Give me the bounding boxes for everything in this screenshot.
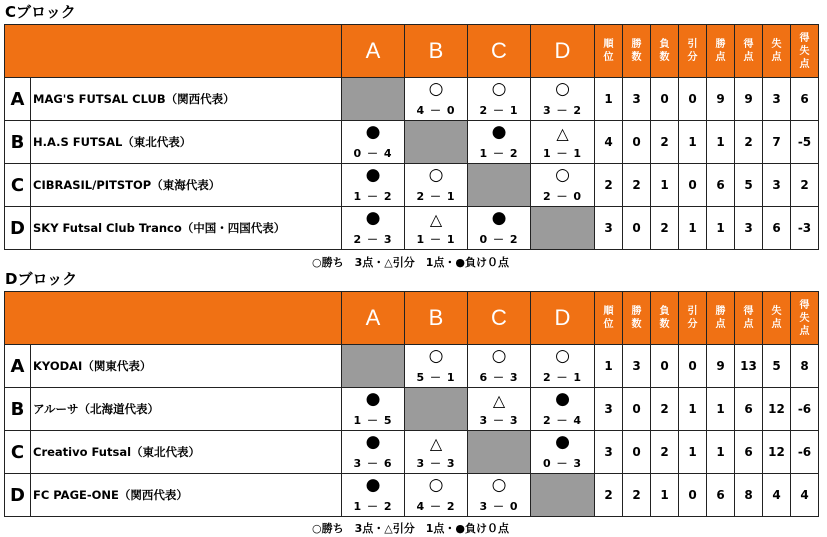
stat-value: 5 — [763, 345, 791, 388]
loss-mark-icon: ● — [365, 389, 381, 409]
match-score: 4 － 0 — [416, 104, 456, 117]
stat-header: 失 点 — [763, 25, 791, 78]
stat-header: 得 点 — [735, 25, 763, 78]
loss-mark-icon: ● — [365, 208, 381, 228]
match-score: 2 － 4 — [543, 414, 582, 427]
stat-value: -3 — [791, 207, 819, 250]
match-result-cell — [405, 78, 468, 121]
match-score: 1 － 2 — [353, 190, 393, 203]
stat-value: 0 — [623, 388, 651, 431]
column-header-B: B — [405, 25, 468, 78]
win-mark-icon: ○ — [555, 346, 570, 366]
stat-header: 勝 数 — [623, 25, 651, 78]
stat-value: -6 — [791, 388, 819, 431]
match-result-cell — [468, 121, 531, 164]
stat-header: 負 数 — [651, 25, 679, 78]
stat-header: 勝 数 — [623, 292, 651, 345]
stat-value: 3 — [595, 388, 623, 431]
match-result-cell — [468, 78, 531, 121]
draw-mark-icon: △ — [492, 391, 506, 410]
stat-header: 勝 点 — [707, 292, 735, 345]
stat-header: 順 位 — [595, 292, 623, 345]
header-row — [5, 292, 819, 345]
match-result-cell — [531, 388, 595, 431]
stat-value: 2 — [791, 164, 819, 207]
match-result-cell — [405, 474, 468, 517]
stat-value: 3 — [763, 78, 791, 121]
match-result-cell — [405, 431, 468, 474]
team-row — [5, 431, 819, 474]
loss-mark-icon: ● — [365, 165, 381, 185]
match-score: 1 － 5 — [353, 414, 393, 427]
match-result-cell — [342, 388, 405, 431]
draw-mark-icon: △ — [429, 434, 443, 453]
column-header-A: A — [342, 292, 405, 345]
stat-value: 0 — [679, 78, 707, 121]
win-mark-icon: ○ — [555, 79, 570, 99]
loss-mark-icon: ● — [365, 475, 381, 495]
self-match-cell — [531, 207, 595, 250]
stat-header: 得 失 点 — [791, 25, 819, 78]
team-name: アルーサ（北海道代表） — [31, 388, 342, 431]
stat-value: 7 — [763, 121, 791, 164]
match-result-cell — [342, 474, 405, 517]
stat-value: 0 — [651, 345, 679, 388]
team-letter: C — [5, 431, 31, 474]
match-score: 1 － 2 — [353, 500, 393, 513]
loss-mark-icon: ● — [365, 122, 381, 142]
match-result-cell — [531, 78, 595, 121]
stat-value: 0 — [623, 431, 651, 474]
match-result-cell — [342, 207, 405, 250]
stat-value: 3 — [595, 207, 623, 250]
block-title: Dブロック — [5, 270, 78, 288]
match-result-cell — [468, 474, 531, 517]
column-header-C: C — [468, 292, 531, 345]
stat-value: 6 — [735, 388, 763, 431]
stat-value: 1 — [595, 78, 623, 121]
team-name: SKY Futsal Club Tranco（中国・四国代表） — [31, 207, 342, 250]
column-header-B: B — [405, 292, 468, 345]
stat-value: 9 — [735, 78, 763, 121]
match-score: 4 － 2 — [416, 500, 456, 513]
self-match-cell — [405, 388, 468, 431]
column-header-D: D — [531, 25, 595, 78]
stat-header: 引 分 — [679, 292, 707, 345]
team-letter: D — [5, 474, 31, 517]
team-letter: B — [5, 388, 31, 431]
team-letter: B — [5, 121, 31, 164]
team-name: Creativo Futsal（東北代表） — [31, 431, 342, 474]
team-row — [5, 388, 819, 431]
stat-value: 3 — [623, 345, 651, 388]
stat-header: 負 数 — [651, 292, 679, 345]
stat-value: 0 — [679, 345, 707, 388]
stat-value: 2 — [595, 164, 623, 207]
draw-mark-icon: △ — [556, 124, 569, 143]
loss-mark-icon: ● — [555, 389, 570, 409]
match-score: 2 － 0 — [543, 190, 582, 203]
self-match-cell — [405, 121, 468, 164]
stat-value: 9 — [707, 78, 735, 121]
block-title: Cブロック — [5, 3, 76, 21]
match-result-cell — [531, 345, 595, 388]
stat-value: 4 — [763, 474, 791, 517]
win-mark-icon: ○ — [428, 79, 444, 99]
stat-value: 1 — [707, 121, 735, 164]
team-row — [5, 121, 819, 164]
match-score: 1 － 1 — [416, 233, 456, 246]
match-score: 0 － 2 — [479, 233, 519, 246]
stat-header: 失 点 — [763, 292, 791, 345]
match-result-cell — [342, 431, 405, 474]
win-mark-icon: ○ — [428, 346, 444, 366]
stat-value: 2 — [651, 121, 679, 164]
stat-value: 2 — [595, 474, 623, 517]
stat-value: 8 — [735, 474, 763, 517]
stat-value: 0 — [679, 474, 707, 517]
stat-value: 2 — [623, 164, 651, 207]
match-score: 0 － 4 — [353, 147, 393, 160]
stat-value: 1 — [595, 345, 623, 388]
draw-mark-icon: △ — [429, 210, 443, 229]
stat-value: 2 — [735, 121, 763, 164]
stat-value: -5 — [791, 121, 819, 164]
column-header-A: A — [342, 25, 405, 78]
header-blank — [5, 292, 342, 345]
match-score: 3 － 3 — [479, 414, 519, 427]
win-mark-icon: ○ — [491, 346, 507, 366]
team-row — [5, 164, 819, 207]
win-mark-icon: ○ — [428, 475, 444, 495]
stat-value: 6 — [707, 164, 735, 207]
stat-header: 引 分 — [679, 25, 707, 78]
stat-value: -6 — [791, 431, 819, 474]
match-result-cell — [531, 164, 595, 207]
stat-value: 13 — [735, 345, 763, 388]
match-score: 3 － 0 — [479, 500, 519, 513]
match-score: 3 － 6 — [353, 457, 393, 470]
stat-header: 得 失 点 — [791, 292, 819, 345]
stat-value: 1 — [651, 164, 679, 207]
match-score: 2 － 1 — [479, 104, 519, 117]
column-header-C: C — [468, 25, 531, 78]
stat-header: 勝 点 — [707, 25, 735, 78]
self-match-cell — [342, 78, 405, 121]
stat-value: 6 — [707, 474, 735, 517]
stat-value: 1 — [679, 207, 707, 250]
stat-value: 2 — [651, 207, 679, 250]
team-letter: D — [5, 207, 31, 250]
stat-value: 8 — [791, 345, 819, 388]
stat-value: 1 — [651, 474, 679, 517]
team-letter: C — [5, 164, 31, 207]
match-score: 5 － 1 — [416, 371, 456, 384]
team-row — [5, 207, 819, 250]
match-result-cell — [468, 388, 531, 431]
stat-value: 3 — [735, 207, 763, 250]
stat-value: 12 — [763, 431, 791, 474]
team-name: CIBRASIL/PITSTOP（東海代表） — [31, 164, 342, 207]
stat-value: 2 — [651, 431, 679, 474]
loss-mark-icon: ● — [491, 122, 507, 142]
match-result-cell — [405, 345, 468, 388]
win-mark-icon: ○ — [491, 475, 507, 495]
stat-value: 1 — [707, 388, 735, 431]
stat-value: 1 — [707, 431, 735, 474]
loss-mark-icon: ● — [491, 208, 507, 228]
team-name: MAG'S FUTSAL CLUB（関西代表） — [31, 78, 342, 121]
match-result-cell — [405, 164, 468, 207]
header-blank — [5, 25, 342, 78]
stat-value: 3 — [623, 78, 651, 121]
stat-value: 4 — [791, 474, 819, 517]
self-match-cell — [342, 345, 405, 388]
stat-value: 0 — [651, 78, 679, 121]
win-mark-icon: ○ — [491, 79, 507, 99]
team-name: H.A.S FUTSAL（東北代表） — [31, 121, 342, 164]
loss-mark-icon: ● — [555, 432, 570, 452]
result-legend: ○勝ち 3点・△引分 1点・●負け０点 — [312, 522, 509, 535]
match-score: 3 － 3 — [416, 457, 456, 470]
header-row — [5, 25, 819, 78]
stat-value: 1 — [707, 207, 735, 250]
standings-table — [4, 291, 819, 517]
match-result-cell — [468, 345, 531, 388]
match-score: 2 － 1 — [543, 371, 582, 384]
team-row — [5, 78, 819, 121]
stat-value: 9 — [707, 345, 735, 388]
match-score: 1 － 1 — [543, 147, 582, 160]
stat-value: 6 — [791, 78, 819, 121]
stat-value: 4 — [595, 121, 623, 164]
stat-value: 5 — [735, 164, 763, 207]
stat-value: 2 — [623, 474, 651, 517]
win-mark-icon: ○ — [555, 165, 570, 185]
stat-value: 6 — [763, 207, 791, 250]
match-result-cell — [468, 207, 531, 250]
team-name: KYODAI（関東代表） — [31, 345, 342, 388]
self-match-cell — [468, 164, 531, 207]
team-row — [5, 474, 819, 517]
team-letter: A — [5, 78, 31, 121]
stat-value: 12 — [763, 388, 791, 431]
team-name: FC PAGE-ONE（関西代表） — [31, 474, 342, 517]
stat-value: 0 — [679, 164, 707, 207]
stat-value: 2 — [651, 388, 679, 431]
match-result-cell — [405, 207, 468, 250]
match-score: 1 － 2 — [479, 147, 519, 160]
stat-value: 0 — [623, 121, 651, 164]
match-score: 0 － 3 — [543, 457, 582, 470]
team-row — [5, 345, 819, 388]
result-legend: ○勝ち 3点・△引分 1点・●負け０点 — [312, 256, 509, 269]
match-result-cell — [531, 121, 595, 164]
team-letter: A — [5, 345, 31, 388]
match-score: 2 － 3 — [353, 233, 393, 246]
win-mark-icon: ○ — [428, 165, 444, 185]
stat-header: 得 点 — [735, 292, 763, 345]
column-header-D: D — [531, 292, 595, 345]
match-result-cell — [342, 121, 405, 164]
stat-value: 1 — [679, 431, 707, 474]
stat-value: 3 — [595, 431, 623, 474]
stat-value: 1 — [679, 121, 707, 164]
self-match-cell — [531, 474, 595, 517]
stat-value: 1 — [679, 388, 707, 431]
match-result-cell — [531, 431, 595, 474]
self-match-cell — [468, 431, 531, 474]
stat-value: 6 — [735, 431, 763, 474]
match-score: 2 － 1 — [416, 190, 456, 203]
match-result-cell — [342, 164, 405, 207]
stat-value: 0 — [623, 207, 651, 250]
stat-header: 順 位 — [595, 25, 623, 78]
standings-table — [4, 24, 819, 250]
stat-value: 3 — [763, 164, 791, 207]
match-score: 6 － 3 — [479, 371, 519, 384]
loss-mark-icon: ● — [365, 432, 381, 452]
match-score: 3 － 2 — [543, 104, 582, 117]
